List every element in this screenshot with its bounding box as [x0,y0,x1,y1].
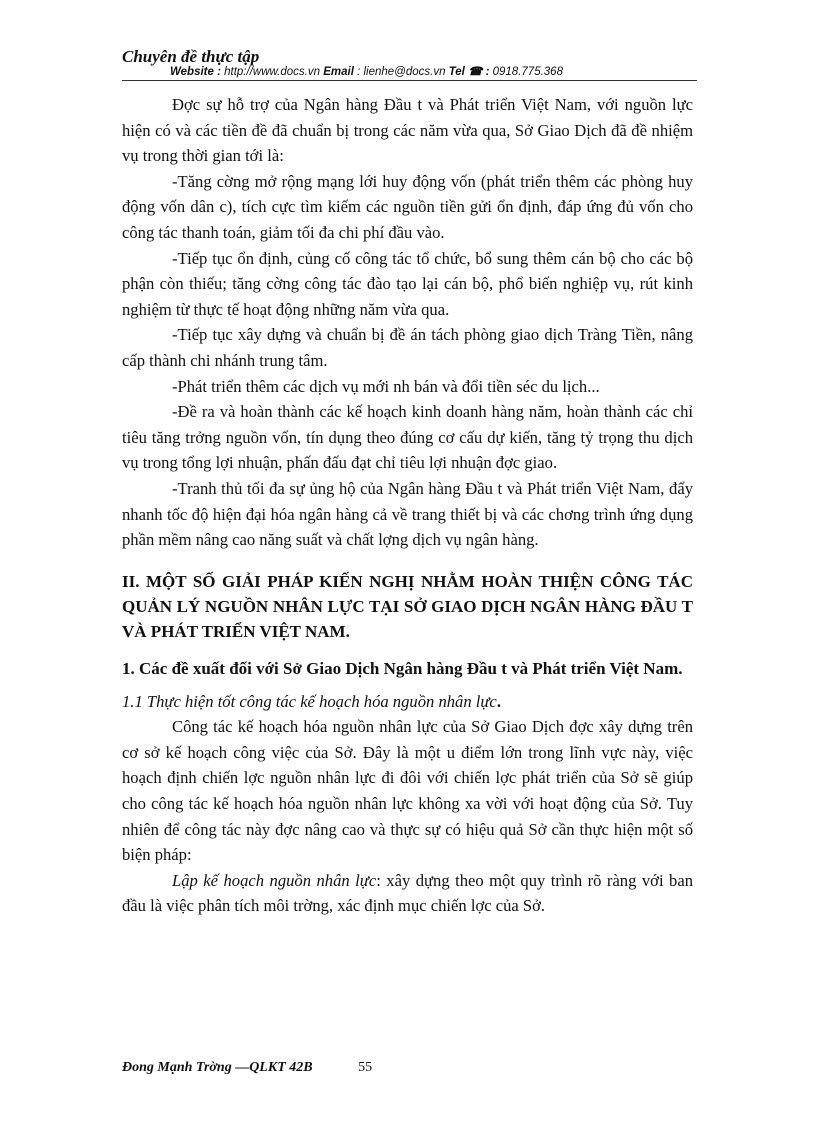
subsubsection-heading-period: . [496,691,501,711]
paragraph-task-2: -Tiếp tục ổn định, củng cố công tác tổ chức, bổ sung thêm cán bộ cho các bộ phận còn thiếu; tăng cờng công tác đào tạo lại cán bộ, phổ biến nghiệp vụ, rút kinh nghiệm từ thực tế hoạt động những năm vừa qua. [122,248,693,319]
paragraph-task-1: -Tăng cờng mở rộng mạng lới huy động vốn (phát triển thêm các phòng huy động vốn dân c), tích cực tìm kiếm các nguồn tiền gửi ổn định, đáp ứng đủ vốn cho công tác thanh toán, giảm tối đa chi phí đầu vào. [122,171,693,242]
tel-value: 0918.775.368 [492,66,563,78]
page-body [122,92,693,919]
website-url[interactable]: http://www.docs.vn [224,66,320,78]
paragraph-task-3: -Tiếp tục xây dựng và chuẩn bị đề án tách phòng giao dịch Tràng Tiền, nâng cấp thành chi nhánh trung tâm. [122,325,693,370]
header-title: Chuyên đề thực tập [122,47,260,66]
paragraph-intro: Đợc sự hỗ trợ của Ngân hàng Đầu t và Phát triển Việt Nam, với nguồn lực hiện có và các tiền đề đã chuẩn bị trong các năm vừa qua, Sở Giao Dịch đã đề nhiệm vụ trong thời gian tới là: [122,95,693,166]
paragraph-plan-step [122,868,693,919]
paragraph-task-6: -Tranh thủ tối đa sự ủng hộ của Ngân hàng Đầu t và Phát triển Việt Nam, đẩy nhanh tốc độ hiện đại hóa ngân hàng cả về trang thiết bị và các chơng trình ứng dụng phần mềm nâng cao năng suất và chất lợng dịch vụ ngân hàng. [122,478,693,550]
subsubsection-heading-text: 1.1 Thực hiện tốt công tác kế hoạch hóa nguồn nhân lực [122,691,497,711]
email-value[interactable]: : lienhe@docs.vn [357,66,446,78]
tel-label: Tel ☎ : [448,66,490,78]
plan-step-term: Lập kế hoạch nguồn nhân lực [172,870,377,890]
paragraph-task-5: -Đề ra và hoàn thành các kế hoạch kinh doanh hàng năm, hoàn thành các chỉ tiêu tăng trởng nguồn vốn, tín dụng theo đúng cơ cấu dự kiến, tăng tỷ trọng thu dịch vụ trong tổng lợi nhuận, phấn đấu đạt chỉ tiêu lợi nhuận đợc giao. [122,402,693,473]
plan-step-text: : xây dựng theo một quy trình rõ ràng với ban đầu là việc phân tích môi trờng, xác định mục chiến lợc của Sở. [122,870,693,916]
header-contact [170,66,697,79]
website-label: Website : [170,66,221,78]
paragraph-task-4: -Phát triển thêm các dịch vụ mới nh bán và đổi tiền séc du lịch... [172,376,600,396]
email-label: Email [323,66,354,78]
subsubsection-heading [122,689,693,715]
section-heading: II. MỘT SỐ GIẢI PHÁP KIẾN NGHỊ NHẰM HOÀN THIỆN CÔNG TÁC QUẢN LÝ NGUỒN NHÂN LỰC TẠI SỞ GIAO DỊCH NGÂN HÀNG ĐẦU T VÀ PHÁT TRIỂN VIỆT NAM. [122,571,693,641]
footer-author: Đong Mạnh Trờng —QLKT 42B [122,1060,313,1075]
paragraph-planning: Công tác kế hoạch hóa nguồn nhân lực của Sở Giao Dịch đợc xây dựng trên cơ sở kế hoạch công việc của Sở. Đây là một u điểm lớn trong lĩnh vực này, việc hoạch định chiến lợc nguồn nhân lực đi đôi với chiến lợc phát triển của Sở sẽ giúp cho công tác kế hoạch hóa nguồn nhân lực không xa vời với hoạt động của Sở. Tuy nhiên để công tác này đợc nâng cao và thực sự có hiệu quả Sở cần thực hiện một số biện pháp: [122,717,693,865]
page-header [122,47,697,81]
subsection-heading: 1. Các đề xuất đối với Sở Giao Dịch Ngân hàng Đầu t và Phát triển Việt Nam. [122,658,683,678]
page-number: 55 [358,1060,373,1075]
page-footer [122,1060,372,1076]
header-divider [122,80,697,81]
